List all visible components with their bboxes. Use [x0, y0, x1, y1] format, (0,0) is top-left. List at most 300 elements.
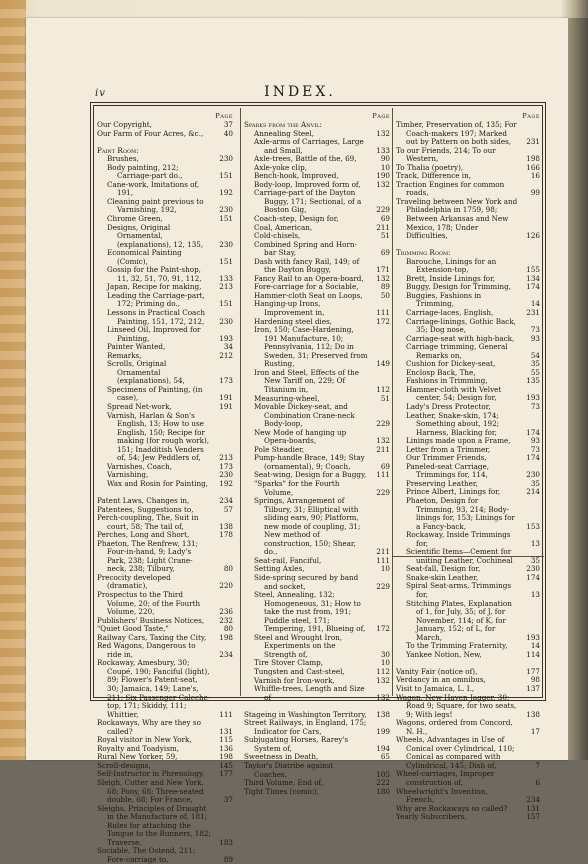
- index-entry-page: 112: [376, 667, 390, 676]
- index-entry-page: 93: [530, 333, 540, 343]
- index-entry-page: 198: [526, 154, 540, 164]
- index-entry-text: Brett, Inside Linings for,: [406, 273, 496, 283]
- index-entry-page: 30: [380, 649, 390, 659]
- index-entry: [396, 258, 540, 275]
- index-entry-text: Rockaway, Inside Trimmings for,: [406, 530, 511, 548]
- index-entry-page: 7: [535, 760, 540, 770]
- index-entry-page: 222: [376, 778, 390, 788]
- index-entry-text: Dash with fancy Rail, 149; of the Dayton Buggy,: [254, 256, 360, 275]
- index-entry: [97, 574, 233, 591]
- index-entry-text: Annealing Steel,: [254, 128, 315, 138]
- index-entry-text: Snake-skin Leather,: [406, 572, 479, 582]
- index-entry-text: Cleaning paint previous to Varnishing, 192,: [107, 196, 204, 215]
- index-entry: [244, 300, 390, 317]
- index-entry-page: 211: [376, 547, 390, 557]
- column-divider-2: [392, 108, 393, 696]
- index-entry-page: 172: [376, 624, 390, 634]
- index-entry-text: Track, Difference in,: [396, 171, 471, 181]
- index-entry-page: 211: [376, 444, 390, 454]
- index-entry-text: Hanging-up Irons, Improvement in,: [254, 299, 325, 318]
- index-entry: [244, 403, 390, 429]
- index-entry: [97, 292, 233, 309]
- index-entry: [97, 130, 233, 139]
- index-entry-text: Seat-fall, Design for,: [406, 564, 481, 574]
- index-entry-text: Paint Room:: [97, 145, 139, 155]
- index-entry-text: Wagon, New Haven Jagger, 30; Road 9; Square, for two seats, 9; With legs!: [396, 692, 517, 719]
- index-entry-page: 80: [223, 624, 233, 634]
- index-entry-page: 174: [526, 427, 540, 437]
- index-entry-text: Our Copyright,: [97, 120, 152, 129]
- index-entry-page: 57: [223, 504, 233, 514]
- index-column-1: [97, 112, 233, 864]
- index-entry-text: Wax and Rosin for Painting,: [107, 478, 208, 488]
- index-entry: [244, 574, 390, 591]
- index-entry-page: 178: [219, 530, 233, 540]
- index-entry-text: Street Railways, in England, 175; Indicator for Cars,: [244, 718, 367, 736]
- index-entry-page: 111: [376, 555, 390, 565]
- index-entry: [97, 805, 233, 848]
- index-entry: [396, 651, 540, 660]
- index-entry: [396, 412, 540, 438]
- index-entry-page: 55: [530, 367, 540, 377]
- index-entry-page: 69: [380, 248, 390, 258]
- index-entry-text: Remarks,: [107, 350, 142, 360]
- index-entry: [244, 779, 390, 788]
- index-entry-page: 231: [526, 307, 540, 317]
- index-entry-text: Pole Steadier,: [254, 444, 305, 454]
- index-entry-page: 151: [219, 256, 233, 266]
- column-page-label: Page: [215, 112, 233, 120]
- index-entry-page: 213: [219, 453, 233, 463]
- index-entry-page: 89: [223, 854, 233, 864]
- index-entry-text: To Thalia (poetry),: [396, 162, 464, 172]
- index-entry-text: Chrome Green,: [107, 213, 163, 223]
- index-entry-page: 166: [526, 162, 540, 172]
- index-entry-page: 157: [526, 812, 540, 822]
- index-entry-page: 132: [376, 436, 390, 446]
- index-entry: [97, 181, 233, 198]
- index-entry-page: 198: [219, 752, 233, 762]
- index-entry-text: Wheel-carriages, Improper construction of,: [396, 769, 495, 788]
- index-entry-page: 34: [223, 342, 233, 352]
- index-entry-page: 6: [535, 778, 540, 788]
- index-entry: [244, 753, 390, 762]
- index-entry-page: 212: [219, 350, 233, 360]
- column-page-label: Page: [372, 112, 390, 120]
- index-entry-page: 115: [219, 735, 233, 745]
- index-entry: [244, 762, 390, 779]
- index-entry-page: 132: [376, 128, 390, 138]
- index-entry-text: Designs, Original Ornamental, (explanations), 12, 135,: [107, 222, 204, 249]
- index-entry-page: 13: [530, 538, 540, 548]
- index-entry-text: Sweetness in Death,: [244, 752, 319, 762]
- index-entry-page: 231: [526, 137, 540, 147]
- column-page-label: Page: [522, 112, 540, 120]
- index-entry-page: 145: [219, 760, 233, 770]
- index-entry-text: Economical Painting (Comic),: [107, 248, 182, 266]
- index-entry-page: 14: [530, 299, 540, 309]
- index-entry-page: 111: [219, 709, 233, 719]
- index-entry-page: 138: [526, 709, 540, 719]
- index-entry-text: Japan, Recipe for making,: [107, 282, 202, 292]
- index-entry-text: Railway Cars, Taxing the City,: [97, 632, 207, 642]
- index-entry-page: 35: [530, 555, 540, 565]
- index-entry-text: Tungsten and Cast-steel,: [254, 667, 345, 676]
- index-entry: [244, 497, 390, 557]
- page-gutter-shadow: [568, 18, 588, 760]
- index-entry: [244, 591, 390, 634]
- index-entry-text: Yearly Subscribers,: [396, 812, 467, 822]
- index-entry: [97, 642, 233, 659]
- page-title: INDEX.: [264, 84, 336, 100]
- index-entry-text: Buggies, Fashions in Trimming,: [406, 290, 482, 309]
- index-entry: [396, 463, 540, 480]
- index-entry-text: Paneled-seat Carriage, Trimmings for, 114,: [406, 461, 490, 480]
- index-entry-text: Sociable, The Ostend, 211; Fore-carriage to,: [97, 846, 196, 864]
- index-entry-text: Hardening steel dies,: [254, 316, 333, 326]
- index-entry-page: 80: [223, 564, 233, 574]
- index-entry: [244, 719, 390, 736]
- index-entry-page: 199: [376, 726, 390, 736]
- index-entry-page: 229: [376, 581, 390, 591]
- index-entry: [97, 540, 233, 574]
- index-entry-page: 14: [530, 641, 540, 651]
- index-entry-text: Sleighs, Principles of Draught in the Manufacture of, 181; Rules for attaching the Tongue to the Runners, 182; Traverse,: [97, 803, 211, 847]
- index-entry: [396, 147, 540, 164]
- index-entry-text: Tight Times (comic),: [244, 786, 320, 796]
- index-entry: [396, 719, 540, 736]
- index-entry-page: 183: [219, 837, 233, 847]
- index-entry-text: Carriage trimming, General Remarks on,: [406, 342, 508, 360]
- index-entry-page: 51: [380, 393, 390, 403]
- index-entry-text: Hammer-cloth with Velvet center, 54; Design for,: [406, 384, 502, 403]
- index-entry-page: 35: [530, 478, 540, 488]
- index-entry-text: Royal visitor in New York,: [97, 735, 192, 745]
- index-entry-text: Traveling between New York and Philadelphia in 1759, 98; Between Arkansas and New Mexico, 178; Under Difficulties,: [396, 196, 518, 241]
- index-entry-page: 230: [219, 154, 233, 164]
- index-entry-page: 229: [376, 419, 390, 429]
- index-entry-page: 180: [376, 786, 390, 796]
- index-entry-page: 17: [530, 726, 540, 736]
- index-entry-page: 214: [526, 487, 540, 497]
- index-entry-text: Linings made upon a Frame,: [406, 436, 511, 446]
- index-entry-page: 133: [376, 145, 390, 155]
- index-entry-text: Spread Net-work,: [107, 402, 172, 411]
- index-entry: [97, 762, 233, 771]
- index-entry-text: Royalty and Toadyism,: [97, 743, 180, 753]
- index-entry-page: 192: [219, 478, 233, 488]
- index-entry-page: 234: [219, 495, 233, 505]
- index-entry-text: Scrolls, Original Ornamental (explanations), 54,: [107, 359, 185, 386]
- index-entry-page: 10: [380, 564, 390, 574]
- index-entry-text: Sparks from the Anvil:: [244, 120, 322, 129]
- index-entry: [244, 241, 390, 258]
- index-entry-text: Axle-arms of Carriages, Large and Small,: [254, 137, 364, 155]
- index-entry: [244, 454, 390, 471]
- index-entry-text: "Quiet Good Taste,": [97, 624, 169, 634]
- index-entry: [396, 531, 540, 548]
- index-entry-page: 174: [526, 572, 540, 582]
- index-entry-page: 126: [526, 231, 540, 241]
- index-entry-text: Subjugating Horses, Rarey's System of,: [244, 735, 349, 753]
- index-entry-text: Our Trimmer Friends,: [406, 453, 487, 463]
- index-entry-text: Iron and Steel, Effects of the New Tariff on, 229; Of Titanium in,: [254, 367, 360, 394]
- index-entry-page: 16: [530, 171, 540, 181]
- index-entry: [396, 736, 540, 770]
- index-entry-page: 35: [530, 359, 540, 369]
- index-entry-page: 236: [219, 607, 233, 617]
- index-entry-text: Fashions in Trimming,: [406, 376, 488, 386]
- index-entry-text: Our Farm of Four Acres, &c.,: [97, 128, 204, 138]
- index-entry-page: 174: [526, 453, 540, 463]
- index-entry-page: 151: [219, 213, 233, 223]
- index-entry-page: 151: [219, 299, 233, 309]
- index-entry-text: Enclosp Back, The,: [406, 367, 476, 377]
- index-entry: [97, 779, 233, 805]
- index-entry-text: Seat-rail, Fanciful,: [254, 555, 322, 565]
- index-entry: [396, 600, 540, 643]
- index-entry-text: Why are Rockaways so called?: [396, 803, 508, 813]
- index-entry: [244, 685, 390, 702]
- index-entry-page: 133: [219, 273, 233, 283]
- index-entry-page: 220: [219, 581, 233, 591]
- index-entry-text: Cushion for Dickey-seat,: [406, 359, 496, 369]
- index-entry-page: 73: [530, 444, 540, 454]
- index-entry-page: 198: [219, 632, 233, 642]
- index-entry-text: Wheels, Advantages in Use of Conical over Cylindrical, 110; Conical as compared with Cylindrical, 145; Dish of,: [396, 735, 515, 770]
- index-entry-text: Precocity developed (dramatic),: [97, 572, 171, 591]
- index-entry-page: 54: [530, 350, 540, 360]
- index-entry-text: Combined Spring and Horn-bar Stay,: [254, 239, 357, 258]
- index-entry-page: 10: [380, 658, 390, 668]
- index-entry-text: Preserving Leather,: [406, 478, 478, 488]
- index-entry: [97, 753, 233, 762]
- index-entry-page: 193: [526, 393, 540, 403]
- index-entry: [97, 360, 233, 386]
- index-entry-page: 134: [526, 273, 540, 283]
- index-entry-text: Measuring-wheel,: [254, 393, 320, 403]
- index-entry: [97, 770, 233, 779]
- index-entry-page: 193: [526, 632, 540, 642]
- index-entry-page: 136: [219, 743, 233, 753]
- index-entry-page: 177: [219, 769, 233, 779]
- index-entry-page: 69: [380, 461, 390, 471]
- index-entry-page: 90: [380, 154, 390, 164]
- index-entry-text: Scientific Items—Cement for uniting Leather, Cochineal: [406, 547, 513, 565]
- index-entry-text: Buggy, Design for Trimming,: [406, 282, 511, 292]
- index-entry-page: 229: [376, 205, 390, 215]
- index-entry-page: 230: [219, 239, 233, 249]
- index-entry-page: 65: [380, 752, 390, 762]
- index-entry-page: 89: [380, 282, 390, 292]
- index-entry: [97, 326, 233, 343]
- index-entry-page: 213: [219, 282, 233, 292]
- index-entry-text: Side-spring secured by band and socket,: [254, 572, 359, 591]
- page-number: iv: [95, 88, 106, 99]
- index-entry-page: 155: [526, 265, 540, 275]
- index-entry-text: Barouche, Linings for an Extension-top,: [406, 256, 497, 275]
- index-entry: [244, 634, 390, 660]
- index-entry: [244, 480, 390, 497]
- index-entry-page: 13: [530, 590, 540, 600]
- index-entry: [244, 258, 390, 275]
- index-entry: [97, 847, 233, 864]
- index-entry-page: 230: [219, 470, 233, 480]
- index-entry-text: Seat-wing, Design for a Buggy,: [254, 470, 367, 480]
- index-entry-text: Tire Stover Clamp,: [254, 658, 324, 668]
- index-entry: [244, 138, 390, 155]
- index-entry-page: 194: [376, 743, 390, 753]
- index-entry-text: Body painting, 212; Carriage-part do.,: [107, 162, 183, 181]
- index-entry-text: Varnish for Iron-work,: [254, 675, 335, 685]
- index-entry-text: Varnish, Harlan & Son's English, 13; How to use English, 150; Recipe for making (for rough work), 151; Inadditish Venders of, 54; Jew Peddlers of,: [107, 410, 210, 463]
- index-entry: [396, 292, 540, 309]
- index-entry-text: Varnishes, Coach,: [107, 461, 173, 471]
- index-entry-text: Stageing in Washington Territory,: [244, 709, 367, 719]
- index-entry-text: Springs, Arrangement of Tilbury, 31; Elliptical with sliding ears, 90; Platform, new mode of coupling, 31; New method of construction, 150; Shear, do.,: [254, 496, 361, 557]
- index-entry-page: 37: [223, 795, 233, 805]
- index-entry-text: Perches, Long and Short,: [97, 530, 190, 540]
- index-entry-page: 173: [219, 376, 233, 386]
- index-entry-text: To our Friends, 214; To our Western,: [396, 145, 496, 164]
- index-entry-text: Perch-coupling, The, Suit in court, 58; The tail of,: [97, 513, 199, 531]
- index-entry-text: To the Trimming Fraternity,: [406, 641, 508, 651]
- index-entry: [97, 480, 233, 489]
- index-entry-page: 192: [219, 188, 233, 198]
- index-entry-text: Trimming Room:: [396, 248, 451, 258]
- index-column-3: [396, 112, 540, 822]
- index-entry-text: Coal, American,: [254, 222, 313, 232]
- index-entry-page: 193: [219, 333, 233, 343]
- index-entry-text: Gossip for the Paint-shop, 11, 32, 51, 70, 91, 112,: [107, 265, 202, 283]
- index-entry-page: 37: [223, 120, 233, 129]
- index-entry-page: 114: [526, 649, 540, 659]
- index-entry-page: 93: [530, 436, 540, 446]
- index-entry-page: 190: [376, 171, 390, 181]
- index-entry-text: Stitching Plates, Explanation of 1, for July, 35; of J, for November, 114; of K, for January, 152; of L, for March,: [406, 598, 512, 642]
- index-entry: [396, 548, 540, 565]
- index-entry: [244, 736, 390, 753]
- index-entry-text: Red Wagons, Dangerous to ride in,: [97, 641, 196, 659]
- index-entry: [396, 694, 540, 720]
- index-entry-page: 73: [530, 402, 540, 411]
- index-entry-page: 191: [219, 393, 233, 403]
- index-entry-text: Scroll-designs,: [97, 760, 151, 770]
- index-entry-page: 73: [530, 325, 540, 335]
- index-column-2: [244, 112, 390, 796]
- index-entry: [97, 591, 233, 617]
- index-entry: [244, 429, 390, 446]
- index-entry-text: Carriage-linings, Gothic Back, 35; Dog nose,: [406, 316, 516, 335]
- index-entry-page: 230: [526, 470, 540, 480]
- index-entry: [396, 497, 540, 531]
- index-entry-text: New Mode of hanging up Opera-boards,: [254, 427, 347, 446]
- index-entry-text: Prospectus to the Third Volume, 20; of the Fourth Volume, 220,: [97, 589, 201, 617]
- index-entry-text: Traction Engines for common roads,: [396, 179, 505, 198]
- index-entry-text: Bench-hook, Improved,: [254, 171, 339, 181]
- index-entry-text: Painter Wanted,: [107, 342, 166, 352]
- index-entry-text: Cane-work, Imitations of, 191,: [107, 179, 200, 198]
- index-entry-page: 132: [376, 179, 390, 189]
- index-entry-page: 10: [380, 162, 390, 172]
- index-entry-text: Brushes,: [107, 154, 139, 164]
- index-entry-text: Taylor's Diatribe against Coaches,: [244, 760, 334, 779]
- index-entry-page: 135: [526, 376, 540, 386]
- index-entry-page: 138: [376, 709, 390, 719]
- index-entry-text: Timber, Preservation of, 135; For Coach-makers 197; Marked out by Pattern on both sides,: [396, 120, 517, 147]
- index-entry-page: 151: [219, 171, 233, 181]
- index-entry-page: 105: [376, 769, 390, 779]
- index-entry-page: 172: [376, 316, 390, 326]
- index-entry-text: Wheelwright's Invention, French,: [396, 786, 488, 805]
- index-entry: [396, 788, 540, 805]
- index-entry-text: Lady's Dress Protector,: [406, 402, 491, 411]
- index-entry-text: Vanity Fair (notice of),: [396, 666, 478, 676]
- index-entry: [396, 121, 540, 147]
- index-entry-text: Linseed Oil, Improved for Painting,: [107, 325, 201, 343]
- index-entry: [97, 386, 233, 403]
- index-entry-text: "Sparks" for the Fourth Volume,: [254, 478, 340, 497]
- index-entry-page: 132: [376, 692, 390, 702]
- index-entry-text: Rockaways, Why are they so called?: [97, 718, 201, 736]
- index-entry: [396, 181, 540, 198]
- index-entry-text: Leading the Carriage-part, 172; Priming do.,: [107, 290, 205, 309]
- index-entry: [97, 224, 233, 250]
- index-entry-page: 50: [380, 290, 390, 300]
- index-entry: [396, 813, 540, 822]
- index-entry-text: Third Volume, End of,: [244, 778, 324, 788]
- index-entry-page: 229: [376, 487, 390, 497]
- index-entry: [396, 343, 540, 360]
- index-entry: [97, 309, 233, 326]
- index-entry-text: Pump-handle Brace, 149; Stay (ornamental), 9; Coach,: [254, 453, 365, 471]
- index-entry-text: Hammer-cloth Seat on Loops,: [254, 290, 363, 300]
- index-entry-page: 149: [376, 359, 390, 369]
- index-entry-page: 230: [219, 316, 233, 326]
- index-entry: [244, 189, 390, 215]
- index-entry-text: Fore-carriage for a Sociable,: [254, 282, 359, 292]
- index-entry: [396, 318, 540, 335]
- index-entry-text: Specimens of Painting, (in case),: [107, 384, 203, 403]
- index-entry-page: 174: [526, 282, 540, 292]
- index-entry: [97, 198, 233, 215]
- index-entry: [97, 266, 233, 283]
- index-entry-text: Steel, Annealing, 132; Homogeneous, 31; How to take the rust from, 191; Puddle steel, 171; Tempering, 191, Blueing of,: [254, 590, 366, 634]
- index-entry-page: 51: [380, 231, 390, 241]
- index-entry: [97, 249, 233, 266]
- index-entry-text: Yankee Notion, New,: [406, 649, 482, 659]
- index-entry: [97, 514, 233, 531]
- index-entry-text: Body-loop, Improved form of,: [254, 179, 361, 189]
- index-entry-text: Patentees, Suggestions to,: [97, 504, 194, 514]
- index-entry-page: 230: [219, 205, 233, 215]
- index-entry-page: 131: [526, 803, 540, 813]
- index-entry-text: Sleigh, Cutter and New York, 68; Pony, 68; Three-seated double, 68; For France,: [97, 778, 204, 805]
- index-entry-text: Cold-chisels,: [254, 231, 301, 241]
- index-entry-page: 98: [530, 675, 540, 685]
- index-entry-text: Axle-trees, Battle of the, 69,: [254, 154, 357, 164]
- index-entry-page: 234: [526, 795, 540, 805]
- index-entry-page: 132: [376, 273, 390, 283]
- index-entry-text: Prince Albert, Linings for,: [406, 487, 501, 497]
- index-entry: [244, 369, 390, 395]
- index-entry-text: Whiffle-trees, Length and Size of: [254, 684, 365, 702]
- index-entry: [244, 326, 390, 369]
- index-entry-text: Self-Instructor in Phrenology,: [97, 769, 205, 779]
- index-entry-page: 171: [376, 265, 390, 275]
- index-entry-text: Publishers' Business Notices,: [97, 615, 205, 625]
- index-entry-text: Letter from a Trimmer,: [406, 444, 491, 454]
